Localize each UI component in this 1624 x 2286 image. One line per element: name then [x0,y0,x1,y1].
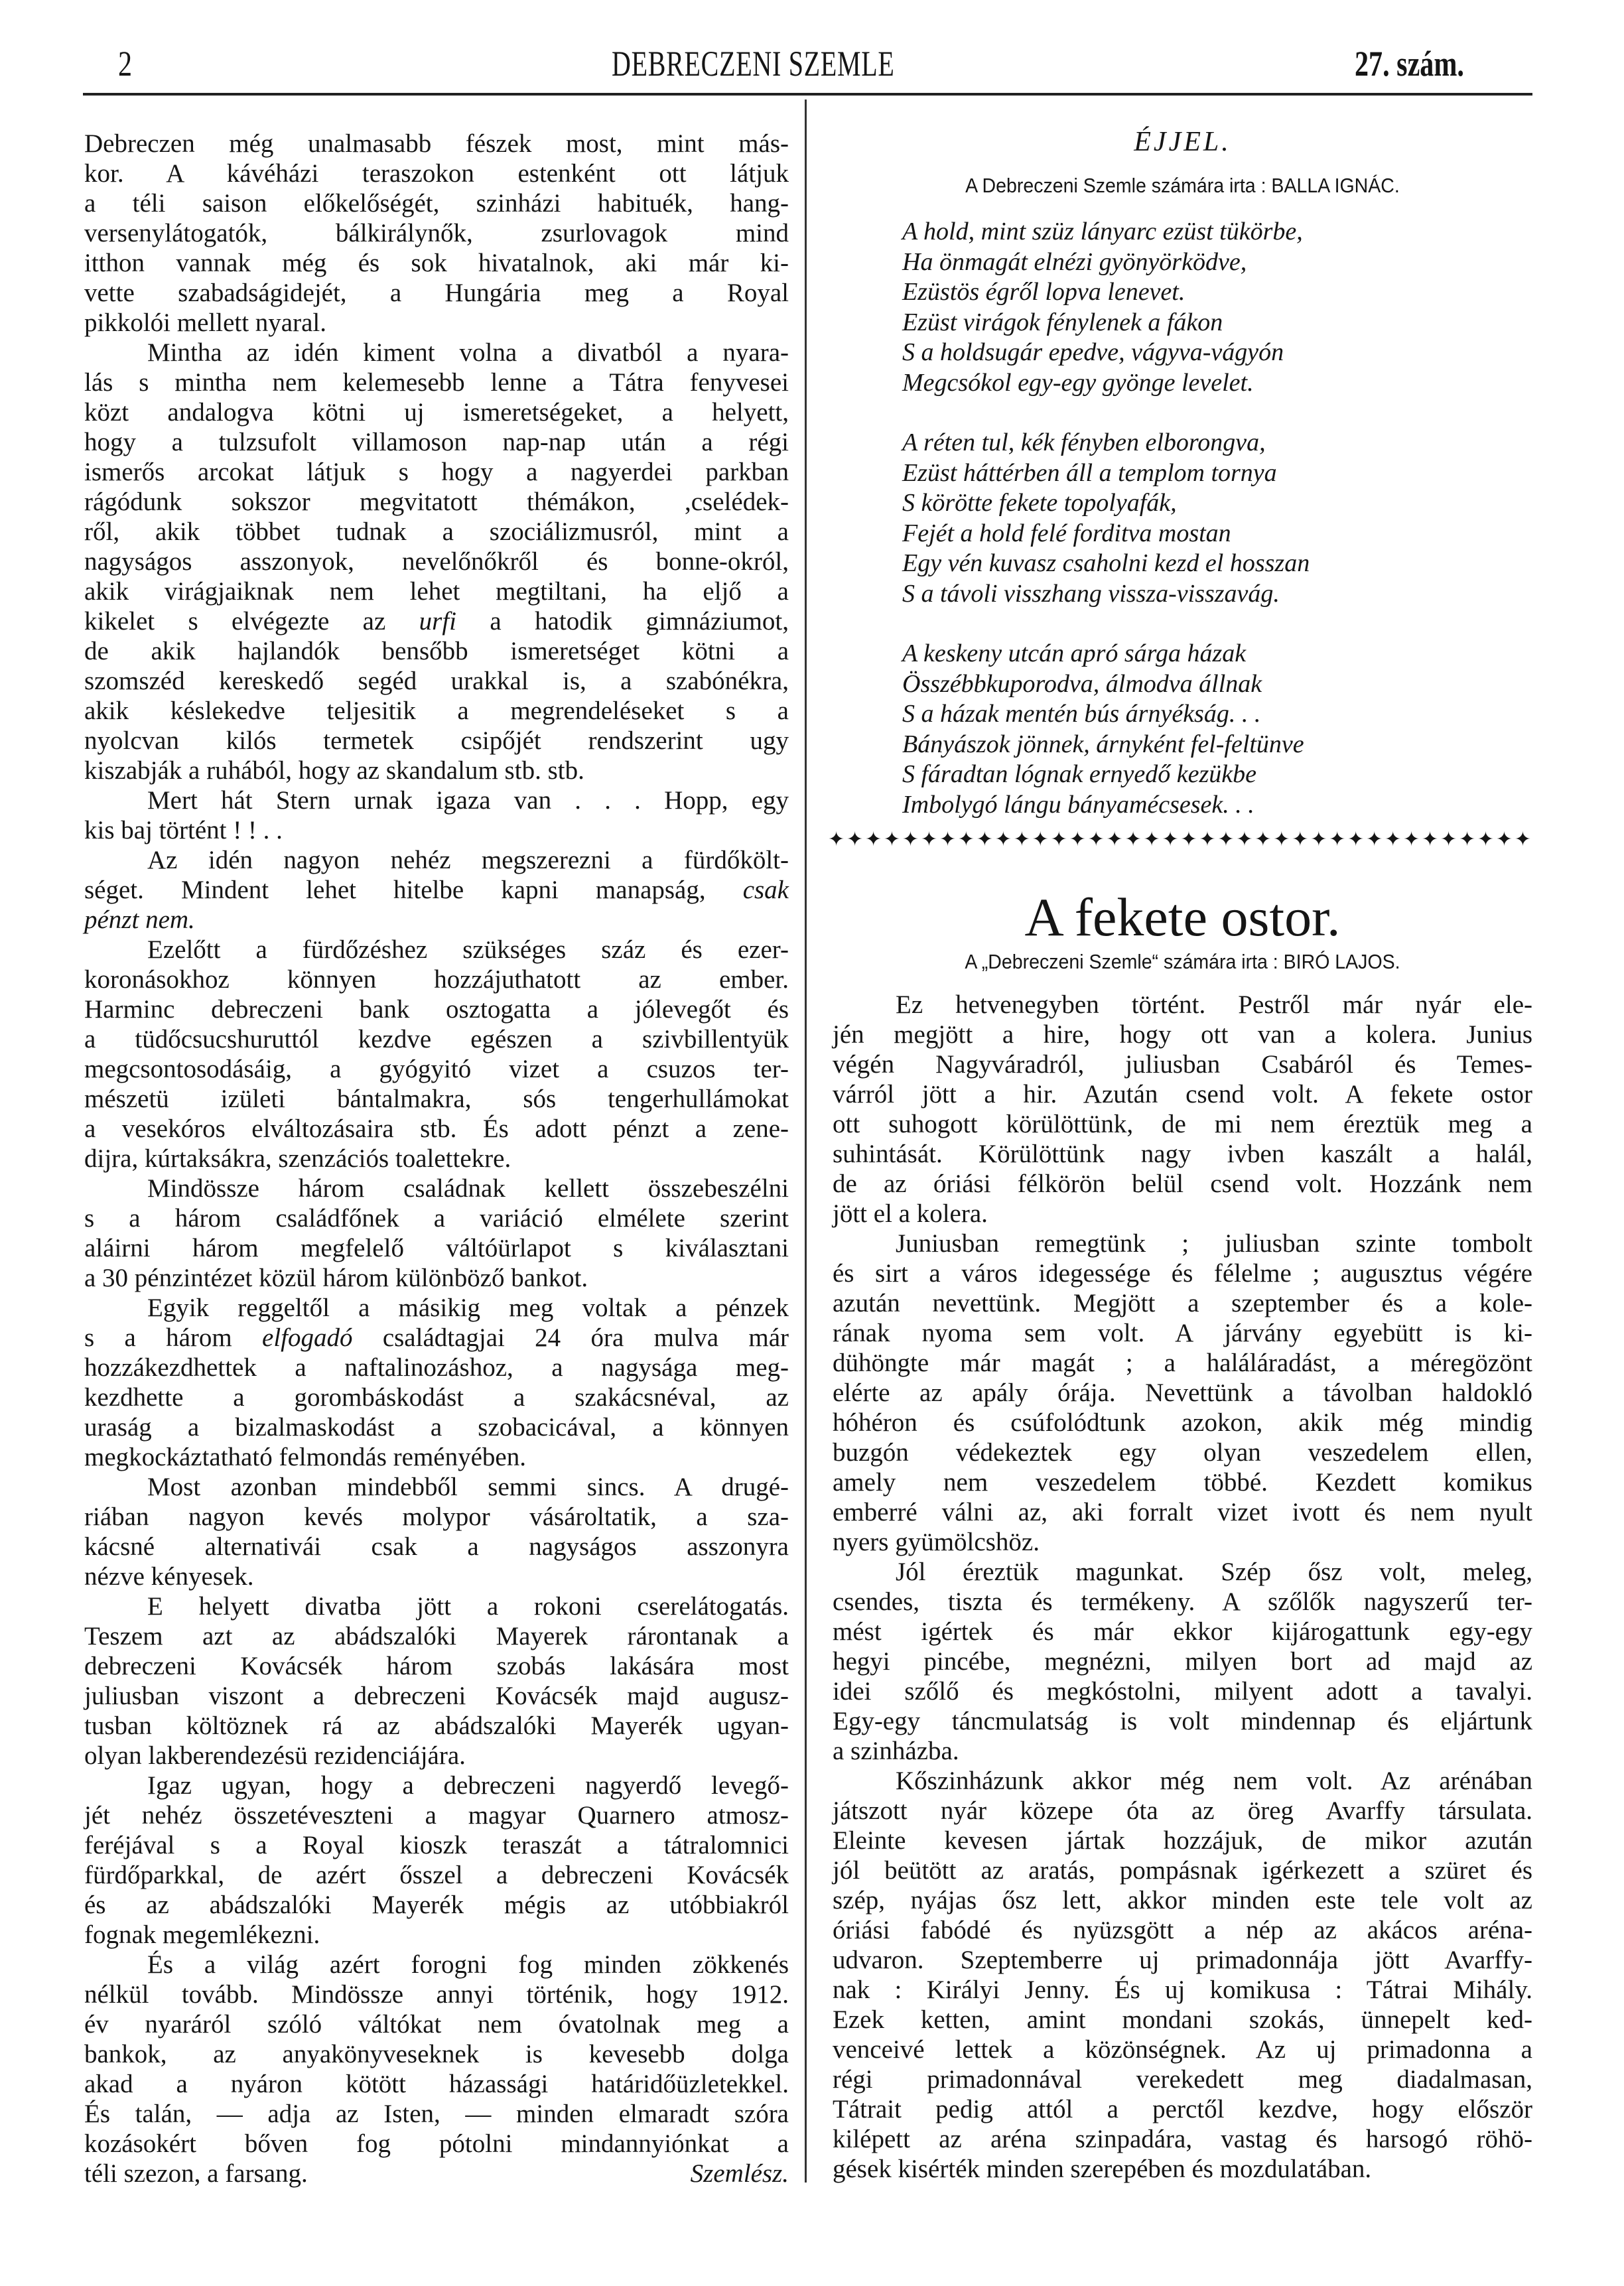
diamond-ornament-icon: ✦ [1458,829,1476,850]
diamond-ornament-icon: ✦ [1069,829,1086,850]
diamond-ornament-icon: ✦ [883,829,901,850]
paragraph [84,845,789,935]
text-line [84,1323,789,1353]
text-line: kiszabják a ruhából, hogy az skandalum stb. stb. [84,756,584,785]
diamond-ornament-icon: ✦ [1050,829,1067,850]
text-line: udvaron. Szeptemberre uj primadonnája jött Avarffy- [833,1946,1532,1974]
text-line: s a három családfőnek a variáció elmélete szerint [84,1204,789,1233]
text-line: tusban költöznek rá az abádszalóki Mayerék ugyan- [84,1712,789,1740]
story-byline: A „Debreczeni Szemle“ számára irta : BIRÓ LAJOS. [965,950,1400,973]
story-body [833,990,1532,2184]
diamond-ornament-icon: ✦ [957,829,975,850]
text-line: elérte az apály órája. Nevettünk a távolban haldokló [833,1378,1532,1407]
poem-line: Fejét a hold felé forditva mostan [902,519,1231,547]
text-line: nyers gyümölcshöz. [833,1528,1040,1556]
text-line: hogy a tulzsufolt villamoson nap-nap után a régi [84,428,789,456]
text-segment: s a három [84,1323,263,1352]
diamond-ornament-icon: ✦ [939,829,956,850]
text-line: koronásokhoz könnyen hozzájuthatott az ember. [84,965,789,994]
paragraph [84,935,789,1174]
italic-text: pénzt nem. [84,906,195,934]
text-line [84,905,789,935]
diamond-ornament-icon: ✦ [1385,829,1402,850]
text-line: feréjával s a Royal kioszk teraszát a tátralomnici [84,1831,789,1859]
text-line: Debreczen még unalmasabb fészek most, mint más- [84,129,789,158]
text-line: mészetü izületi bántalmakra, sós tengerhullámokat [84,1085,789,1113]
paragraph [84,338,789,785]
text-line: Mert hát Stern urnak igaza van . . . Hopp, egy [147,786,789,815]
text-line: a téli saison előkelőségét, szinházi habituék, hang- [84,189,789,218]
text-line: Mintha az idén kiment volna a divatból a nyara- [147,338,789,367]
text-line: Mindössze három családnak kellett összebeszélni [147,1174,789,1203]
column-divider [805,100,807,2183]
diamond-ornament-icon: ✦ [1106,829,1123,850]
text-line: vette szabadságidejét, a Hungária meg a Royal [84,279,789,307]
diamond-ornament-icon: ✦ [976,829,993,850]
text-line: hóhéron és csúfolódtunk azokon, akik még mindig [833,1408,1532,1437]
poem-title: ÉJJEL. [1134,127,1231,157]
text-line: nyolcvan kilós termetek csipőjét rendszerint ugy [84,726,789,755]
text-line: Ezek ketten, amint mondani szokás, ünnepelt ked- [833,2005,1532,2034]
text-segment: a hatodik gimnáziumot, [456,607,789,636]
text-line: nak : Királyi Jenny. És uj komikusa : Tátrai Mihály. [833,1976,1532,2004]
poem-line: Ha önmagát elnézi gyönyörködve, [902,247,1247,276]
header-rule [83,93,1532,96]
text-line: jét nehéz összetéveszteni a magyar Quarnero atmosz- [84,1801,789,1830]
diamond-ornament-icon: ✦ [1032,829,1049,850]
paragraph [84,1174,789,1293]
text-segment: kikelet s elvégezte az [84,607,419,636]
diamond-ornament-icon: ✦ [1347,829,1365,850]
diamond-ornament-icon: ✦ [1422,829,1439,850]
text-line: a vesekóros elváltozásaira stb. És adott pénzt a zene- [84,1114,789,1143]
text-line: itthon vannak még és sok hivatalnok, aki már ki- [84,249,789,277]
paragraph [833,1557,1532,1766]
text-line: és sirt a város idegessége és félelme ; augusztus végére [833,1259,1532,1288]
text-line: Egyik reggeltől a másikig meg voltak a pénzek [147,1294,789,1322]
paragraph [84,129,789,338]
text-line: Tátrait pedig attól a perctől kezdve, hogy először [833,2095,1532,2123]
text-line: akik késlekedve teljesitik a megrendeléseket s a [84,697,789,725]
text-line: idei szőlő és megkóstolni, milyent adott a tavalyi. [833,1677,1532,1706]
text-line: kozásokért bőven fog pótolni mindannyiónkat a [84,2129,789,2158]
diamond-ornament-icon: ✦ [864,829,882,850]
text-line: de akik hajlandók bensőbb ismeretséget kötni a [84,637,789,665]
text-line: Harminc debreczeni bank osztogatta a jólevegőt és [84,995,789,1024]
diamond-ornament-icon: ✦ [1254,829,1272,850]
poem-line: Összébbkuporodva, álmodva állnak [902,669,1262,698]
text-line: a tüdőcsucshuruttól kezdve egészen a szivbillentyük [84,1025,789,1053]
diamond-ornament-icon: ✦ [1013,829,1030,850]
text-line: pikkolói mellett nyaral. [84,308,326,337]
text-line [84,875,789,905]
text-line: óriási fabódé és nyüzsgött a nép az akácos aréna- [833,1916,1532,1944]
diamond-ornament-icon: ✦ [828,829,845,850]
text-line: Kőszinházunk akkor még nem volt. Az arénában [896,1767,1532,1795]
text-line: akad a nyáron kötött házassági határidőüzletekkel. [84,2070,789,2098]
text-line: jött el a kolera. [833,1199,988,1228]
diamond-ornament-icon: ✦ [1292,829,1309,850]
diamond-ornament-icon: ✦ [1087,829,1105,850]
diamond-ornament-icon: ✦ [846,829,864,850]
paragraph [84,1771,789,1950]
text-line: amely nem veszedelem többé. Kezdett komikus [833,1468,1532,1497]
diamond-ornament-icon: ✦ [902,829,919,850]
text-line: És talán, — adja az Isten, — minden elmaradt szóra [84,2100,789,2128]
paragraph [84,1472,789,1591]
text-line: fognak megemlékezni. [84,1920,320,1949]
diamond-ornament-icon: ✦ [1477,829,1495,850]
diamond-ornament-icon: ✦ [1273,829,1290,850]
text-line: venceivé lettek a közönségnek. Az uj primadonna a [833,2035,1532,2064]
text-line: hegyi pincébe, megnézni, milyen bort ad majd az [833,1647,1532,1676]
text-line: ismerős arcokat látjuk s hogy a nagyerdei parkban [84,458,789,486]
poem-line: A réten tul, kék fényben elborongva, [902,429,1266,456]
text-line: ről, akik többet tudnak a szociálizmusról, mint a [84,517,789,546]
text-line: nézve kényesek. [84,1562,254,1591]
paragraph [833,1766,1532,2184]
diamond-ornament-icon: ✦ [1124,829,1142,850]
poem-line: S körötte fekete topolyafák, [902,489,1177,517]
poem-line: Ezüst háttérben áll a templom tornya [902,458,1277,487]
diamond-ornament-icon: ✦ [1310,829,1327,850]
page-number: 2 [118,44,133,84]
text-line: a szinházba. [833,1737,959,1765]
poem-stanza [902,217,1499,398]
text-line: lás s mintha nem kelemesebb lenne a Tátra fenyvesei [84,368,789,397]
text-line: mést igértek és már ekkor kijárogattunk egy-egy [833,1617,1532,1646]
text-line: Jól éreztük magunkat. Szép ősz volt, meleg, [896,1558,1532,1586]
text-line: jól beütött az aratás, pompásnak igérkezett a szüret és [833,1856,1532,1885]
poem-body [902,217,1499,850]
diamond-ornament-icon: ✦ [1217,829,1235,850]
text-line: juliusban viszont a debreczeni Kovácsék majd augusz- [84,1682,789,1710]
text-line: gések kisérték minden szerepében és mozdulatában. [833,2155,1372,2183]
text-segment: séget. Mindent lehet hitelbe kapni manapság, [84,876,743,904]
text-line: E helyett divatba jött a rokoni cserelátogatás. [147,1592,789,1621]
text-line: Az idén nagyon nehéz megszerezni a fürdőkölt- [147,846,789,874]
paragraph [833,990,1532,1229]
text-line: várról jött a hir. Azután csend volt. A fekete ostor [833,1080,1532,1109]
italic-text: urfi [419,607,457,636]
diamond-ornament-icon: ✦ [1162,829,1179,850]
text-line: hozzákezdhettek a naftalinozáshoz, a nagysága meg- [84,1353,789,1382]
ornament-divider [828,828,1531,852]
text-line: Ezelőtt a fürdőzéshez szükséges száz és ezer- [147,935,789,964]
poem-line: Ezüst virágok fénylenek a fákon [902,308,1223,336]
left-column-article [84,129,789,2188]
poem-line: A hold, mint szüz lányarc ezüst tükörbe, [902,218,1303,245]
text-line: nagyságos asszonyok, nevelőnőkről és bonne-okról, [84,547,789,576]
text-line: kor. A kávéházi teraszokon estenként ott látjuk [84,159,789,188]
poem-stanza [902,639,1499,820]
paragraph [833,1229,1532,1557]
text-line: kilépett az aréna szinpadára, vastag és harsogó röhö- [833,2125,1532,2153]
italic-text: csak [742,876,789,904]
poem-line: S a házak mentén bús árnyékság. . . [902,700,1261,728]
poem-line: A keskeny utcán apró sárga házak [902,639,1247,667]
paragraph [84,1950,789,2188]
text-line: rágódunk sokszor megvitatott thémákon, ,cselédek- [84,488,789,516]
text-line: megkockáztatható felmondás reményében. [84,1443,526,1471]
text-line: emberré válni az, aki forralt vizet ivott és nem nyult [833,1498,1532,1526]
diamond-ornament-icon: ✦ [1329,829,1346,850]
text-line: azután nevettünk. Megjött a szeptember és a kole- [833,1289,1532,1317]
text-line: Most azonban mindebből semmi sincs. A drugé- [147,1473,789,1501]
poem-stanza [902,428,1499,609]
text-line: szép, nyájas ősz lett, akkor minden este tele volt az [833,1886,1532,1915]
text-line [84,606,789,636]
text-line: aláirni három megfelelő váltóürlapot s kiválasztani [84,1234,789,1262]
text-line: fürdőparkkal, de azért ősszel a debreczeni Kovácsék [84,1861,789,1889]
text-line: és az abádszalóki Mayerék mégis az utóbbiakról [84,1891,789,1919]
text-line: versenylátogatók, bálkirálynők, zsurlovagok mind [84,219,789,247]
poem-line: Megcsókol egy-egy gyönge levelet. [902,368,1254,397]
text-line: debreczeni Kovácsék három szobás lakására most [84,1652,789,1680]
author-signature: Szemlész. [690,2159,789,2188]
text-line: végén Nagyváradról, juliusban Csabáról és Temes- [833,1050,1532,1079]
diamond-ornament-icon: ✦ [994,829,1012,850]
diamond-ornament-icon: ✦ [1514,829,1531,850]
text-segment: családtagjai 24 óra mulva már [352,1323,789,1352]
text-line: közt andalogva kötni uj ismeretségeket, a helyett, [84,398,789,427]
text-line: jén megjött a hire, hogy ott van a kolera. Junius [833,1020,1532,1049]
poem-line: Egy vén kuvasz csaholni kezd el hosszan [902,549,1310,577]
diamond-ornament-icon: ✦ [1495,829,1513,850]
poem-line: S fáradtan lógnak ernyedő kezükbe [902,760,1256,788]
issue-number: 27. szám. [1355,44,1464,84]
text-line: Igaz ugyan, hogy a debreczeni nagyerdő levegő- [147,1771,789,1800]
diamond-ornament-icon: ✦ [1440,829,1457,850]
text-line: csendes, tiszta és termékeny. A szőlők nagyszerű ter- [833,1587,1532,1616]
poem-line: Imbolygó lángu bányamécsesek. . . [902,790,1254,819]
text-line: régi primadonnával verekedett meg diadalmasan, [833,2065,1532,2094]
text-line: nélkül tovább. Mindössze annyi történik, hogy 1912. [84,1980,789,2009]
text-line: játszott nyár közepe óta az öreg Avarffy társulata. [833,1796,1532,1825]
text-line: dijra, kúrtaksákra, szenzációs toalettekre. [84,1144,511,1173]
text-line: És a világ azért forogni fog minden zökkenés [147,1950,789,1979]
text-line: megcsontosodásáig, a gyógyitó vizet a csuzos ter- [84,1055,789,1083]
text-line: szomszéd kereskedő segéd urakkal is, a szabónékra, [84,667,789,695]
diamond-ornament-icon: ✦ [1143,829,1160,850]
diamond-ornament-icon: ✦ [1236,829,1253,850]
poem-line: Ezüstös égről lopva lenevet. [902,278,1185,306]
paragraph [84,785,789,845]
diamond-ornament-icon: ✦ [1366,829,1383,850]
poem-line: S a távoli visszhang vissza-visszavág. [902,579,1280,608]
journal-title: DEBRECZENI SZEMLE [612,44,895,84]
text-line: kácsné alternativái csak a nagyságos asszonyra [84,1532,789,1561]
story-title: A fekete ostor. [1024,887,1341,947]
text-line: Ez hetvenegyben történt. Pestről már nyár ele- [896,990,1532,1019]
text-line: Teszem azt az abádszalóki Mayerek rárontanak a [84,1622,789,1650]
poem-line: Bányászok jönnek, árnyként fel-feltünve [902,730,1304,758]
text-line: a 30 pénzintézet közül három különböző bankot. [84,1264,588,1292]
text-line: ott suhogott körülöttünk, de mi nem éreztük meg a [833,1110,1532,1138]
poem-byline: A Debreczeni Szemle számára irta : BALLA IGNÁC. [965,174,1400,197]
diamond-ornament-icon: ✦ [1199,829,1216,850]
text-line: dühöngte már magát ; a haláláradást, a méregözönt [833,1349,1532,1377]
text-line: buzgón védekeztek egy olyan veszedelem ellen, [833,1438,1532,1467]
paragraph [84,1591,789,1771]
text-line: kezdhette a gorombáskodást a szakácsnéval, az [84,1383,789,1412]
text-line: téli szezon, a farsang. Szemlész. [84,2159,789,2188]
text-line: Juniusban remegtünk ; juliusban szinte tombolt [896,1229,1532,1258]
text-line: olyan lakberendezésü rezidenciájára. [84,1741,466,1770]
diamond-ornament-icon: ✦ [920,829,937,850]
text-line: év nyaráról szóló váltókat nem óvatolnak meg a [84,2010,789,2039]
text-line: suhintását. Körülöttünk nagy ivben kaszált a halál, [833,1140,1532,1168]
text-line: bankok, az anyakönyveseknek is kevesebb dolga [84,2040,789,2068]
paragraph [84,1293,789,1472]
text-line: Egy-egy táncmulatság is volt mindennap és eljártunk [833,1707,1532,1735]
text-line: Eleinte kevesen jártak hozzájuk, de mikor azután [833,1826,1532,1855]
diamond-ornament-icon: ✦ [1180,829,1197,850]
italic-text: elfogadó [262,1323,353,1352]
diamond-ornament-icon: ✦ [1403,829,1420,850]
text-line: akik virágjaiknak nem lehet megtiltani, ha eljő a [84,577,789,606]
text-line: rának nyoma sem volt. A járvány egyebütt is ki- [833,1319,1532,1347]
text-line: kis baj történt ! ! . . [84,816,283,844]
text-line: riában nagyon kevés molypor vásároltatik, a sza- [84,1503,789,1531]
text-line: uraság a bizalmaskodást a szobacicával, a könnyen [84,1413,789,1442]
poem-line: S a holdsugár epedve, vágyva-vágyón [902,338,1284,366]
text-line: de az óriási félkörön belül csend volt. Hozzánk nem [833,1170,1532,1198]
